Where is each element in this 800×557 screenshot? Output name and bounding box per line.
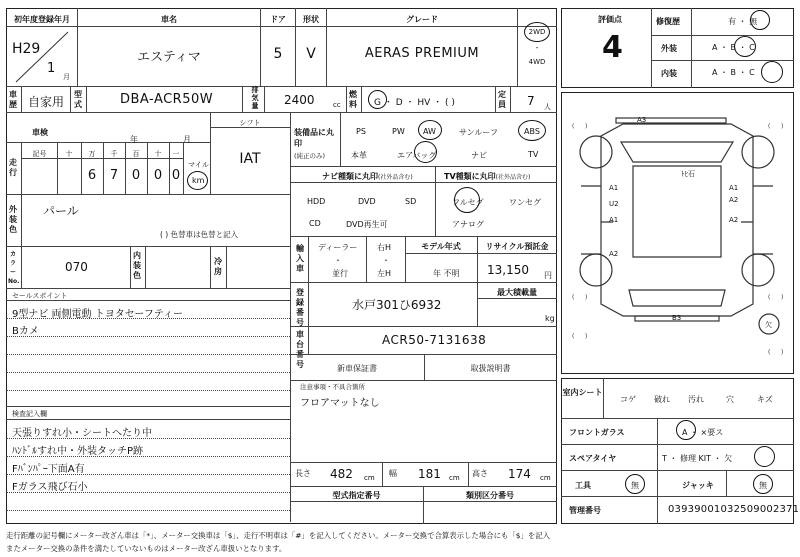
score-label: 評価点 bbox=[598, 15, 622, 24]
mileage-hdr-5: 十 bbox=[154, 150, 162, 158]
jack-circle bbox=[753, 474, 773, 494]
mileage-digit-4: 0 bbox=[171, 168, 181, 183]
door-label: ドア bbox=[270, 15, 286, 24]
mark-a3: A3 bbox=[637, 116, 647, 124]
management-number: 03939001032509002371 bbox=[668, 504, 800, 515]
svg-text:(: ( bbox=[768, 349, 771, 356]
navi-label: ナビ種類に丸印(社外品含む) bbox=[322, 172, 413, 181]
first-reg-label: 初年度登録年月 bbox=[14, 15, 70, 24]
equip-airbag: エアバッグ bbox=[397, 151, 437, 160]
drive-2wd: 2WD bbox=[528, 28, 546, 36]
equip-aw-circle bbox=[418, 120, 442, 140]
cc-unit: cc bbox=[333, 101, 341, 109]
spare-tire-options: T ・ 修理 KIT ・ 欠 bbox=[662, 454, 733, 463]
month-unit: 月 bbox=[63, 73, 70, 81]
room-item-1: 破れ bbox=[654, 395, 670, 404]
height-value: 174 bbox=[508, 467, 531, 481]
height-label: 高さ bbox=[472, 469, 488, 478]
shaken-label: 車検 bbox=[32, 128, 48, 137]
inspector-line-1: ﾊﾝﾄﾞﾙすれ中・外装タッチP跡 bbox=[12, 446, 144, 457]
score-value: 4 bbox=[602, 30, 623, 65]
class-number-label: 類別区分番号 bbox=[466, 491, 514, 500]
front-glass-label: フロントガラス bbox=[569, 428, 625, 437]
tv-label: TV種類に丸印(社外品含む) bbox=[444, 172, 531, 181]
room-item-0: コゲ bbox=[620, 395, 636, 404]
mark-u2: U2 bbox=[609, 200, 619, 208]
exterior-color: パール bbox=[43, 204, 79, 218]
equip-ps: PS bbox=[356, 127, 366, 136]
tools-label: 工具 bbox=[575, 481, 591, 490]
spare-tire-circle bbox=[754, 446, 775, 467]
manual-label: 取扱説明書 bbox=[470, 364, 511, 373]
cold-label: 冷 房 bbox=[214, 257, 222, 276]
grade: AERAS PREMIUM bbox=[364, 46, 480, 61]
shaken-year-unit: 年 bbox=[130, 135, 138, 144]
tv-oneseg: ワンセグ bbox=[509, 198, 541, 207]
fuel-options: G ・ D ・ HV ・ ( ) bbox=[374, 98, 455, 108]
mark-a2-left: A2 bbox=[609, 250, 619, 258]
model-year-value: 年 不明 bbox=[433, 269, 460, 278]
shape-label: 形状 bbox=[303, 15, 319, 24]
km-label: km bbox=[192, 176, 205, 185]
car-name-label: 車名 bbox=[161, 15, 177, 24]
exterior-eval-options: A ・ B ・ C bbox=[712, 43, 755, 52]
tv-fullseg: フルセグ bbox=[452, 198, 484, 207]
model: DBA-ACR50W bbox=[120, 92, 214, 107]
usage-label: 車 歴 bbox=[9, 90, 17, 109]
width-label: 幅 bbox=[389, 469, 397, 478]
mark-glass-chip: 欠 bbox=[765, 321, 772, 329]
type-designation-label: 型式指定番号 bbox=[332, 491, 381, 500]
notes-text: フロアマットなし bbox=[300, 398, 380, 409]
jack-label: ジャッキ bbox=[682, 481, 714, 490]
import-dealer: ディーラー bbox=[318, 243, 358, 252]
plate-number: 水戸301ひ6932 bbox=[352, 298, 442, 312]
mileage-digit-2: 0 bbox=[131, 168, 141, 183]
mark-b3: B3 bbox=[672, 314, 682, 322]
repaint-note: ( ) 色替車は色替と記入 bbox=[160, 230, 239, 239]
notes-label: 注意事項・不具合箇所 bbox=[300, 383, 365, 391]
navi-dvd-play: DVD再生可 bbox=[346, 220, 388, 229]
length-unit: cm bbox=[364, 474, 375, 482]
footer-line-1: 走行距離の記号欄にメーター改ざん車は「*」、メーター交換車は「$」、走行不明車は「#」を記入してください。メーター交換で合算表示した場合にも「$」を記入 bbox=[6, 531, 551, 540]
front-glass-circle bbox=[676, 420, 696, 440]
management-label: 管理番号 bbox=[569, 506, 601, 515]
capacity: 7 bbox=[527, 94, 535, 108]
shift-value: IAT bbox=[239, 151, 261, 167]
mileage-digit-3: 0 bbox=[153, 168, 163, 183]
car-outline-diagram bbox=[561, 92, 794, 374]
height-unit: cm bbox=[540, 474, 551, 482]
length-value: 482 bbox=[330, 467, 353, 481]
mark-a2-right-1: A2 bbox=[729, 196, 739, 204]
exterior-color-label: 外 装 色 bbox=[9, 205, 17, 234]
model-label: 型 式 bbox=[74, 90, 82, 109]
max-load-unit: kg bbox=[545, 314, 555, 323]
mark-stone-chip: ﾄﾋ石 bbox=[681, 170, 695, 178]
max-load-label: 最大積載量 bbox=[497, 288, 537, 297]
import-parallel: 並行 bbox=[332, 269, 348, 278]
shape: V bbox=[306, 46, 316, 62]
import-right-h: 右H bbox=[377, 243, 392, 252]
mileage-hdr-6: 一 bbox=[172, 150, 180, 158]
mark-a1-right: A1 bbox=[729, 184, 739, 192]
first-reg-year: H29 bbox=[12, 41, 41, 57]
capacity-label: 定 員 bbox=[498, 90, 506, 109]
doors: 5 bbox=[273, 46, 283, 62]
mileage-hdr-2: 万 bbox=[88, 150, 96, 158]
mark-a1-left-2: A1 bbox=[609, 216, 619, 224]
room-item-4: キズ bbox=[757, 395, 773, 404]
width-unit: cm bbox=[449, 474, 460, 482]
chassis-number: ACR50-7131638 bbox=[382, 333, 487, 347]
drive-4wd: 4WD bbox=[528, 58, 546, 66]
plate-label: 登 録 番 号 bbox=[296, 288, 304, 327]
navi-cd: CD bbox=[309, 219, 321, 228]
fuel-label: 燃 料 bbox=[349, 90, 357, 109]
svg-text:): ) bbox=[585, 123, 588, 130]
width-value: 181 bbox=[418, 467, 441, 481]
shift-label: シフト bbox=[239, 119, 261, 127]
interior-eval-circle bbox=[761, 61, 783, 83]
mark-a1-left-1: A1 bbox=[609, 184, 619, 192]
svg-text:(: ( bbox=[768, 294, 771, 301]
interior-eval-label: 内装 bbox=[661, 69, 677, 78]
navi-dvd: DVD bbox=[358, 197, 376, 206]
tv-analog: アナログ bbox=[452, 220, 484, 229]
navi-hdd: HDD bbox=[307, 197, 326, 206]
import-left-h: 左H bbox=[377, 269, 392, 278]
car-name: エスティマ bbox=[137, 50, 201, 65]
usage: 自家用 bbox=[28, 95, 65, 109]
mileage-hdr-3: 千 bbox=[110, 150, 118, 158]
inspector-line-2: Fﾊﾞﾝﾊﾟｰ下面A有 bbox=[12, 464, 85, 475]
mileage-label: 走 行 bbox=[9, 158, 17, 177]
svg-text:): ) bbox=[585, 294, 588, 301]
mileage-digit-1: 7 bbox=[109, 168, 119, 183]
room-item-3: 穴 bbox=[726, 395, 734, 404]
length-label: 長さ bbox=[295, 469, 311, 478]
recycle-value: 13,150 bbox=[487, 263, 529, 277]
svg-text:): ) bbox=[585, 333, 588, 340]
equip-sunroof: サンルーフ bbox=[459, 128, 498, 137]
repair-options: 有 ・ 無 bbox=[728, 17, 758, 26]
spare-tire-label: スペアタイヤ bbox=[569, 454, 617, 463]
navi-sd: SD bbox=[405, 197, 417, 206]
chassis-label: 車 台 番 号 bbox=[296, 330, 304, 369]
mileage-hdr-0: 記号 bbox=[32, 150, 47, 158]
tools-circle bbox=[625, 474, 645, 494]
svg-text:): ) bbox=[781, 349, 784, 356]
room-item-2: 汚れ bbox=[688, 395, 704, 404]
equip-aw: AW bbox=[423, 127, 436, 136]
equip-airbag-circle bbox=[414, 141, 437, 163]
model-year-label: モデル年式 bbox=[421, 242, 461, 251]
equipment-note: (純正のみ) bbox=[294, 152, 326, 160]
tools-value: 無 bbox=[631, 481, 639, 490]
grade-label: グレード bbox=[406, 15, 438, 24]
color-no-label: カラー No. bbox=[8, 251, 20, 285]
interior-eval-options: A ・ B ・ C bbox=[712, 68, 755, 77]
equip-leather: 本革 bbox=[351, 151, 367, 160]
tv-fullseg-circle bbox=[454, 187, 480, 213]
recycle-unit: 円 bbox=[544, 271, 552, 280]
equip-navi: ナビ bbox=[471, 151, 487, 160]
svg-text:(: ( bbox=[768, 123, 771, 130]
recycle-label: リサイクル預託金 bbox=[485, 242, 549, 251]
svg-text:(: ( bbox=[572, 294, 575, 301]
import-label: 輸 入 車 bbox=[296, 244, 304, 273]
sales-point-line-0: 9型ナビ 両側電動 トヨタセーフティー bbox=[12, 309, 184, 320]
equip-pw: PW bbox=[392, 127, 405, 136]
mark-a2-right-2: A2 bbox=[729, 216, 739, 224]
capacity-unit: 人 bbox=[544, 103, 551, 111]
mileage-hdr-4: 百 bbox=[132, 150, 140, 158]
sales-points-label: セールスポイント bbox=[12, 292, 68, 300]
displacement-label: 排 気 量 bbox=[251, 86, 259, 110]
jack-value: 無 bbox=[759, 481, 767, 490]
inspector-line-0: 天張りすれ小・シートへたり中 bbox=[12, 428, 152, 439]
svg-text:(: ( bbox=[572, 333, 575, 340]
mile-label: マイル bbox=[188, 161, 209, 169]
shaken-month-unit: 月 bbox=[183, 135, 191, 144]
exterior-eval-circle bbox=[734, 36, 756, 57]
repair-circle bbox=[750, 10, 770, 30]
displacement: 2400 bbox=[284, 93, 315, 107]
room-seat-label: 室内シート bbox=[562, 388, 603, 397]
svg-text:): ) bbox=[781, 294, 784, 301]
km-circle bbox=[187, 171, 208, 190]
new-car-warranty: 新車保証書 bbox=[337, 364, 377, 373]
drive-2wd-circle bbox=[524, 22, 550, 42]
equipment-label: 装備品に丸印 bbox=[294, 128, 334, 148]
svg-text:(: ( bbox=[572, 123, 575, 130]
interior-color-label: 内 装 色 bbox=[133, 251, 141, 280]
exterior-eval-label: 外装 bbox=[661, 44, 677, 53]
mileage-digit-0: 6 bbox=[87, 168, 97, 183]
mileage-hdr-1: 十 bbox=[65, 150, 73, 158]
equip-abs: ABS bbox=[524, 127, 540, 136]
inspector-line-3: Fガラス飛び石小 bbox=[12, 482, 88, 493]
color-no: 070 bbox=[65, 260, 88, 274]
first-reg-month: 1 bbox=[47, 61, 56, 76]
sales-point-line-1: Bカメ bbox=[12, 326, 39, 337]
equip-abs-circle bbox=[518, 120, 546, 141]
equip-tv: TV bbox=[528, 150, 539, 159]
repair-label: 修復歴 bbox=[656, 17, 680, 26]
inspector-label: 検査記入欄 bbox=[12, 410, 47, 418]
front-glass-options: A ・ ×要ス bbox=[682, 428, 724, 437]
footer-line-2: またメーター交換の条件を満たしていないものはメーター改ざん車扱いとなります。 bbox=[6, 544, 287, 553]
fuel-circle bbox=[368, 90, 387, 109]
svg-text:): ) bbox=[781, 123, 784, 130]
